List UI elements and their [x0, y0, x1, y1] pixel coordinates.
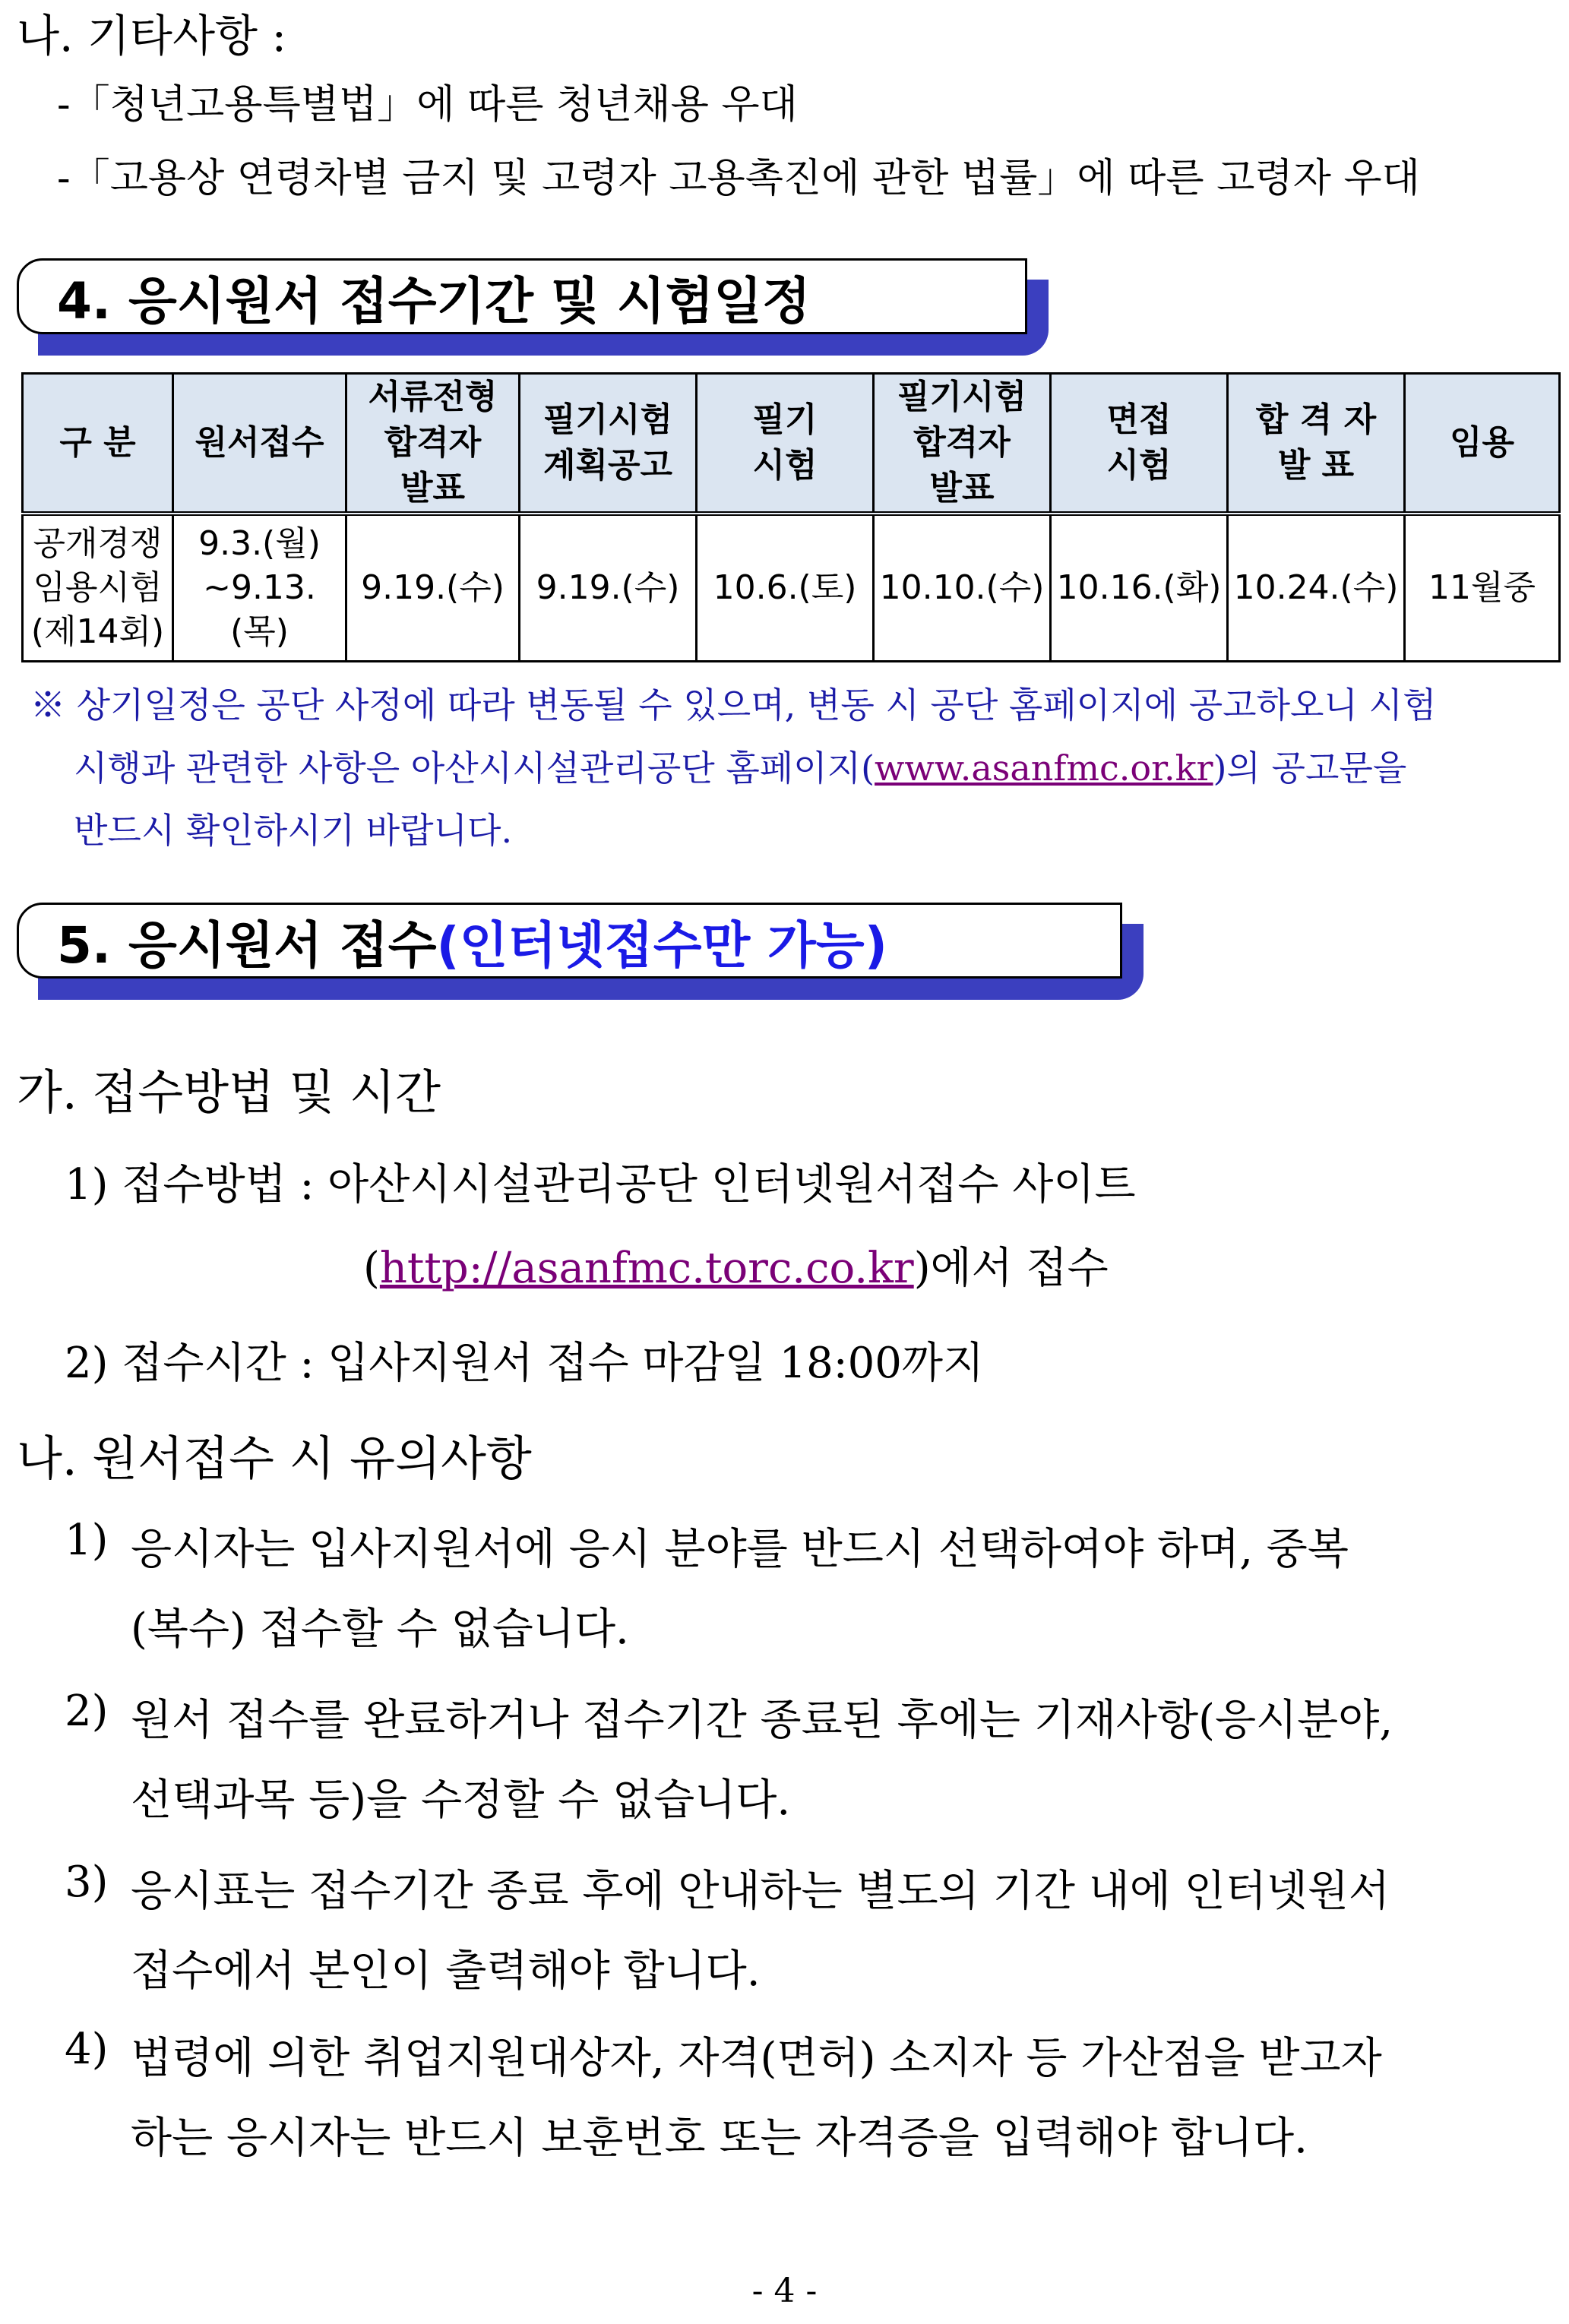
header-written-notice: 필기시험 계획공고: [520, 374, 697, 514]
caution-3-line-1: 응시표는 접수기간 종료 후에 안내하는 별도의 기간 내에 인터넷원서: [131, 1867, 1390, 1916]
caution-4-line-2: 하는 응시자는 반드시 보훈번호 또는 자격증을 입력해야 합니다.: [131, 2114, 1308, 2163]
section-5-header: [17, 903, 1122, 979]
caution-4-num: 4): [65, 2025, 109, 2074]
header-written-exam: 필기 시험: [697, 374, 874, 514]
method-item-1: 1) 접수방법 : 아산시시설관리공단 인터넷원서접수 사이트: [65, 1160, 1136, 1209]
header-written-result: 필기시험 합격자 발표: [874, 374, 1051, 514]
etc-line-1: -「청년고용특별법」에 따른 청년채용 우대: [57, 82, 798, 128]
section-4-title: 4. 응시원서 접수기간 및 시험일정: [17, 258, 1027, 334]
page-number: - 4 -: [751, 2272, 818, 2310]
cell-written-result: 10.10.(수): [874, 514, 1051, 662]
caution-1-line-2: (복수) 접수할 수 없습니다.: [131, 1605, 629, 1654]
website-link[interactable]: www.asanfmc.or.kr: [875, 748, 1213, 789]
header-category: 구 분: [23, 374, 173, 514]
method-link-open: (: [363, 1244, 380, 1293]
header-interview: 면접 시험: [1051, 374, 1228, 514]
etc-line-2: -「고용상 연령차별 금지 및 고령자 고용촉진에 관한 법률」에 따른 고령자 우대: [57, 156, 1420, 201]
cell-written-exam: 10.6.(토): [697, 514, 874, 662]
cell-written-notice: 9.19.(수): [520, 514, 697, 662]
cautions-heading: 나. 원서접수 시 유의사항: [17, 1431, 532, 1486]
cell-appointment: 11월중: [1405, 514, 1560, 662]
caution-4-line-1: 법령에 의한 취업지원대상자, 자격(면허) 소지자 등 가산점을 받고자: [131, 2034, 1382, 2083]
cell-final-result: 10.24.(수): [1228, 514, 1405, 662]
cell-application: 9.3.(월) ~9.13.(목): [173, 514, 346, 662]
caution-1-num: 1): [65, 1516, 109, 1565]
cell-category: 공개경쟁 임용시험 (제14회): [23, 514, 173, 662]
notice-line-2: [74, 741, 1406, 791]
caution-2-num: 2): [65, 1687, 109, 1736]
caution-2-line-1: 원서 접수를 완료하거나 접수기간 종료된 후에는 기재사항(응시분야,: [131, 1696, 1393, 1745]
method-link-post: )에서 접수: [913, 1244, 1109, 1293]
section-4-header: [17, 258, 1027, 334]
cell-interview: 10.16.(화): [1051, 514, 1228, 662]
method-item-2: 2) 접수시간 : 입사지원서 접수 마감일 18:00까지: [65, 1339, 985, 1388]
method-heading: 가. 접수방법 및 시간: [17, 1064, 441, 1120]
notice-line-2-pre: 시행과 관련한 사항은 아산시시설관리공단 홈페이지(: [74, 748, 875, 789]
etc-heading: 나. 기타사항 :: [17, 10, 286, 62]
notice-line-1: ※ 상기일정은 공단 사정에 따라 변동될 수 있으며, 변동 시 공단 홈페이지에 공고하오니 시험: [30, 685, 1437, 726]
header-doc-result: 서류전형 합격자 발표: [346, 374, 520, 514]
caution-2-line-2: 선택과목 등)을 수정할 수 없습니다.: [131, 1775, 791, 1825]
caution-1-line-1: 응시자는 입사지원서에 응시 분야를 반드시 선택하여야 하며, 중복: [131, 1525, 1349, 1574]
notice-line-2-post: )의 공고문을: [1213, 748, 1407, 789]
notice-line-3: 반드시 확인하시기 바랍니다.: [74, 810, 513, 851]
section-5-title-main: 5. 응시원서 접수: [57, 915, 437, 975]
header-final-result: 합 격 자 발 표: [1228, 374, 1405, 514]
header-appointment: 임용: [1405, 374, 1560, 514]
caution-3-num: 3): [65, 1858, 109, 1907]
schedule-header-row: [23, 374, 1560, 514]
schedule-row: [23, 514, 1560, 662]
caution-3-line-2: 접수에서 본인이 출력해야 합니다.: [131, 1946, 761, 1996]
cell-doc-result: 9.19.(수): [346, 514, 520, 662]
method-item-1-link-line: [363, 1235, 1109, 1295]
section-5-title: [17, 903, 1122, 979]
application-site-link[interactable]: http://asanfmc.torc.co.kr: [379, 1244, 914, 1293]
schedule-table: [21, 372, 1561, 662]
section-5-title-note: (인터넷접수만 가능): [436, 915, 887, 975]
header-application: 원서접수: [173, 374, 346, 514]
